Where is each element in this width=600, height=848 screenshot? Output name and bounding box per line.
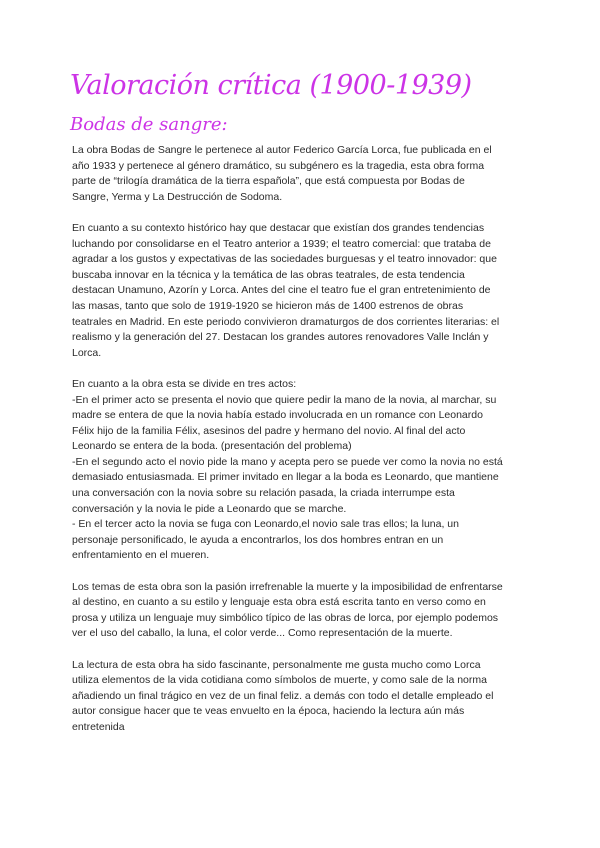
paragraph [72,658,542,736]
text-line: - En el tercer acto la novia se fuga con Leonardo,el novio sale tras ellos; la luna, un [72,518,459,531]
text-line: enfrentamiento en el mueren. [72,549,210,562]
page-title: Valoración crítica (1900-1939) [70,70,472,101]
text-line: año 1933 y pertenece al género dramático, su subgénero es la tragedia, esta obra forma [72,159,485,172]
text-line: conversación y la novia le pide a Leonardo que se marche. [72,502,347,515]
section-subtitle: Bodas de sangre: [70,114,228,135]
text-line: luchando por consolidarse en el Teatro anterior a 1939; el teatro comercial: que trataba de [72,237,491,250]
text-line: Los temas de esta obra son la pasión irrefrenable la muerte y la imposibilidad de enfrentarse [72,580,503,593]
text-line: buscaba innovar en la técnica y la temática de las obras teatrales, de esta tendencia [72,268,465,281]
text-line: una conversación con la novia sobre su relación pasada, la criada interrumpe esta [72,487,455,500]
paragraph [72,143,542,205]
document-body [72,143,542,751]
text-line: En cuanto a la obra esta se divide en tres actos: [72,377,297,390]
text-line: La obra Bodas de Sangre le pertenece al autor Federico García Lorca, fue publicada en el [72,144,492,156]
text-line: -En el primer acto se presenta el novio que quiere pedir la mano de la novia, al marchar, su [72,393,497,406]
text-line: utiliza elementos de la vida cotidiana como símbolos de muerte, y como sale de la norma [72,674,487,687]
text-line: La lectura de esta obra ha sido fascinante, personalmente me gusta mucho como Lorca [72,658,481,671]
text-line: -En el segundo acto el novio pide la mano y acepta pero se puede ver como la novia no está [72,455,503,468]
text-line: demasiado entusiasmada. El primer invitado en llegar a la boda es Leonardo, que mantiene [72,471,499,484]
text-line: las masas, tanto que solo de 1919-1920 se hicieron más de 1400 estrenos de obras [72,299,464,312]
text-line: entretenida [72,720,125,733]
text-line: teatrales en Madrid. En este periodo convivieron dramaturgos de dos corrientes literarias: el [72,315,500,328]
paragraph [72,377,542,564]
text-line: Félix hijo de la familia Félix, asesinos del padre y hermano del novio. Al final del acto [72,424,466,437]
text-line: Leonardo se entera de la boda. (presentación del problema) [72,440,352,453]
text-line: destacan Unamuno, Azorín y Lorca. Antes del cine el teatro fue el gran entretenimiento de [72,284,491,297]
text-line: prosa y utiliza un lenguaje muy simbólico típico de las obras de lorca, por ejemplo podemos [72,611,499,624]
text-line: al destino, en cuanto a su estilo y lenguaje esta obra está escrita tanto en verso como en [72,596,486,609]
text-line: ver el uso del caballo, la luna, el color verde... Como representación de la muerte. [72,627,453,640]
text-line: Lorca. [72,346,102,359]
text-line: agradar a los gustos y expectativas de las sociedades burguesas y el teatro innovador: que [72,253,497,266]
text-line: En cuanto a su contexto histórico hay que destacar que existían dos grandes tendencias [72,221,485,234]
text-line: realismo y la generación del 27. Destacan los grandes autores renovadores Valle Inclán y [72,331,489,344]
paragraph [72,221,542,361]
paragraph [72,580,542,642]
text-line: autor consigue hacer que te veas envuelto en la época, haciendo la lectura aún más [72,705,465,718]
text-line: madre se entera de que la novia había estado involucrada en un romance con Leonardo [72,409,483,422]
text-line: Sangre, Yerma y La Destrucción de Sodoma. [72,190,283,203]
text-line: parte de “trilogía dramática de la tierra española”, que está compuesta por Bodas de [72,175,465,188]
text-line: personaje personificado, le ayuda a encontrarlos, los dos hombres entran en un [72,533,444,546]
text-line: añadiendo un final trágico en vez de un final feliz. a demás con todo el detalle empleado el [72,689,494,702]
